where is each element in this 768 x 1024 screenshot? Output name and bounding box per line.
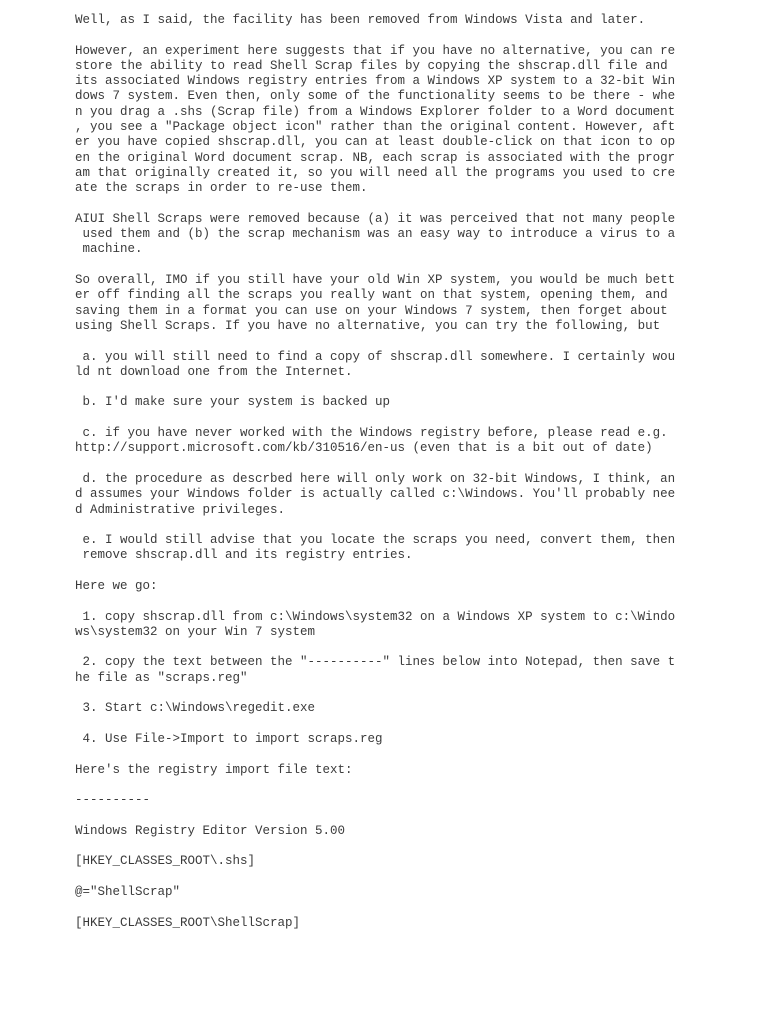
separator-line: ----------: [75, 793, 151, 808]
list-item-c: c. if you have never worked with the Windows registry before, please read e.g. http://support.microsoft.com/kb/310516/en-us (even that is a bit out of date): [75, 426, 668, 456]
paragraph-here-we-go: Here we go:: [75, 578, 158, 593]
registry-key-shs: [HKEY_CLASSES_ROOT\.shs]: [75, 854, 256, 869]
registry-key-shellscrap: [HKEY_CLASSES_ROOT\ShellScrap]: [75, 915, 301, 930]
list-item-e: e. I would still advise that you locate the scraps you need, convert them, then remove shscrap.dll and its registry entries.: [82, 533, 676, 563]
registry-value-shellscrap: @="ShellScrap": [75, 884, 181, 899]
step-1: 1. copy shscrap.dll from c:\Windows\system32 on a Windows XP system to c:\Windo ws\system32 on your Win 7 system: [75, 609, 676, 639]
registry-header: Windows Registry Editor Version 5.00: [75, 823, 346, 838]
list-item-b: b. I'd make sure your system is backed up: [75, 395, 391, 410]
paragraph-registry-intro: Here's the registry import file text:: [75, 762, 353, 777]
paragraph-aiui: AIUI Shell Scraps were removed because (a) it was perceived that not many people used them and (b) the scrap mechanism was an easy way to introduce a virus to a machine.: [75, 211, 676, 257]
paragraph-intro: Well, as I said, the facility has been removed from Windows Vista and later.: [75, 13, 646, 27]
paragraph-overall: So overall, IMO if you still have your old Win XP system, you would be much bett er off finding all the scraps you really want on that system, opening them, and saving them in a format you can use on your Windows 7 system, then forget about using Shell Scraps. If you have no alternative, you can try the following, but: [75, 273, 676, 333]
step-4: 4. Use File->Import to import scraps.reg: [75, 731, 383, 746]
document-body: [75, 13, 695, 946]
step-3: 3. Start c:\Windows\regedit.exe: [75, 701, 316, 716]
paragraph-experiment: However, an experiment here suggests that if you have no alternative, you can re store the ability to read Shell Scrap files by copying the shscrap.dll file and its associated Windows registry entries from a Windows XP system to a 32-bit Win dows 7 system. Even then, only some of the functionality seems to be there - whe n you drag a .shs (Scrap file) from a Windows Explorer folder to a Word document , you see a "Package object icon" rather than the original content. However, aft er you have copied shscrap.dll, you can at least double-click on that icon to op en the original Word document scrap. NB, each scrap is associated with the progr am that originally created it, so you will need all the programs you used to cre ate the scraps in order to re-use them.: [75, 43, 676, 196]
list-item-d: d. the procedure as descrbed here will only work on 32-bit Windows, I think, an d assumes your Windows folder is actually called c:\Windows. You'll probably nee d Administrative privileges.: [75, 471, 676, 517]
step-2: 2. copy the text between the "----------" lines below into Notepad, then save t he file as "scraps.reg": [75, 655, 676, 685]
list-item-a: a. you will still need to find a copy of shscrap.dll somewhere. I certainly wou ld nt download one from the Internet.: [75, 349, 676, 379]
